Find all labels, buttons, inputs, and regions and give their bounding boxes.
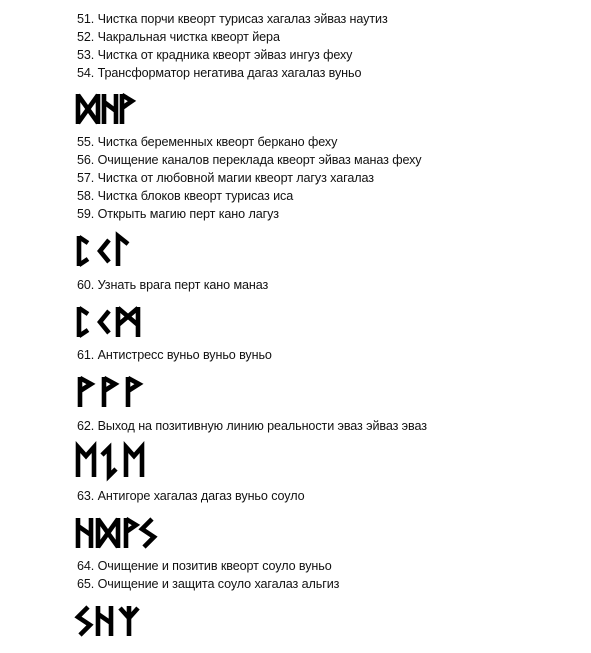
rune-row-perthro-kenaz-laguz [76,234,136,268]
list-item-64: 64. Очищение и позитив квеорт соуло вуньо [77,559,332,573]
dagaz-rune [98,518,118,548]
wunjo-rune [126,518,136,548]
hagalaz-rune [78,518,91,548]
rune-row-perthro-kenaz-mannaz [76,305,146,339]
list-item-60: 60. Узнать врага перт кано маназ [77,278,269,292]
list-item-54: 54. Трансформатор негатива дагаз хагалаз вуньо [77,66,362,80]
rune-row-ehwaz-eihwaz-ehwaz [76,445,151,479]
rune-row-wunjo-wunjo-wunjo [76,375,146,409]
rune-row-dagaz-hagalaz-wunjo [76,92,136,126]
hagalaz-rune [104,94,116,124]
ehwaz-rune [78,447,94,477]
eihwaz-rune [102,448,116,476]
wunjo-rune [104,377,115,407]
wunjo-rune [80,377,91,407]
algiz-rune [120,606,138,636]
dagaz-rune [78,94,98,124]
wunjo-rune [122,94,132,124]
list-item-65: 65. Очищение и защита соуло хагалаз альгиз [77,577,340,591]
list-item-53: 53. Чистка от крадника квеорт эйваз ингуз феху [77,48,353,62]
list-item-51: 51. Чистка порчи квеорт турисаз хагалаз эйваз наутиз [77,12,388,26]
list-item-52: 52. Чакральная чистка квеорт йера [77,30,280,44]
kenaz-rune [100,240,109,262]
sowilo-rune [142,519,154,547]
rune-row-hagalaz-dagaz-wunjo-sowilo [76,516,161,550]
ehwaz-rune [126,447,142,477]
perthro-rune [79,236,88,266]
sowilo-rune [78,607,90,635]
list-item-61: 61. Антистресс вуньо вуньо вуньо [77,348,272,362]
kenaz-rune [100,311,109,333]
wunjo-rune [128,377,139,407]
list-item-59: 59. Открыть магию перт кано лагуз [77,207,279,221]
list-item-56: 56. Очищение каналов перекладa квеорт эйваз маназ феху [77,153,422,167]
list-item-58: 58. Чистка блоков квеорт турисаз иса [77,189,294,203]
rune-row-sowilo-hagalaz-algiz [76,604,146,638]
perthro-rune [79,307,88,337]
hagalaz-rune [98,606,111,636]
list-item-55: 55. Чистка беременных квеорт беркано феху [77,135,338,149]
list-item-57: 57. Чистка от любовной магии квеорт лагуз хагалаз [77,171,374,185]
mannaz-rune [118,307,138,337]
list-item-62: 62. Выход на позитивную линию реальности эваз эйваз эваз [77,419,427,433]
laguz-rune [118,236,128,266]
list-item-63: 63. Антигоре хагалаз дагаз вуньо соуло [77,489,305,503]
